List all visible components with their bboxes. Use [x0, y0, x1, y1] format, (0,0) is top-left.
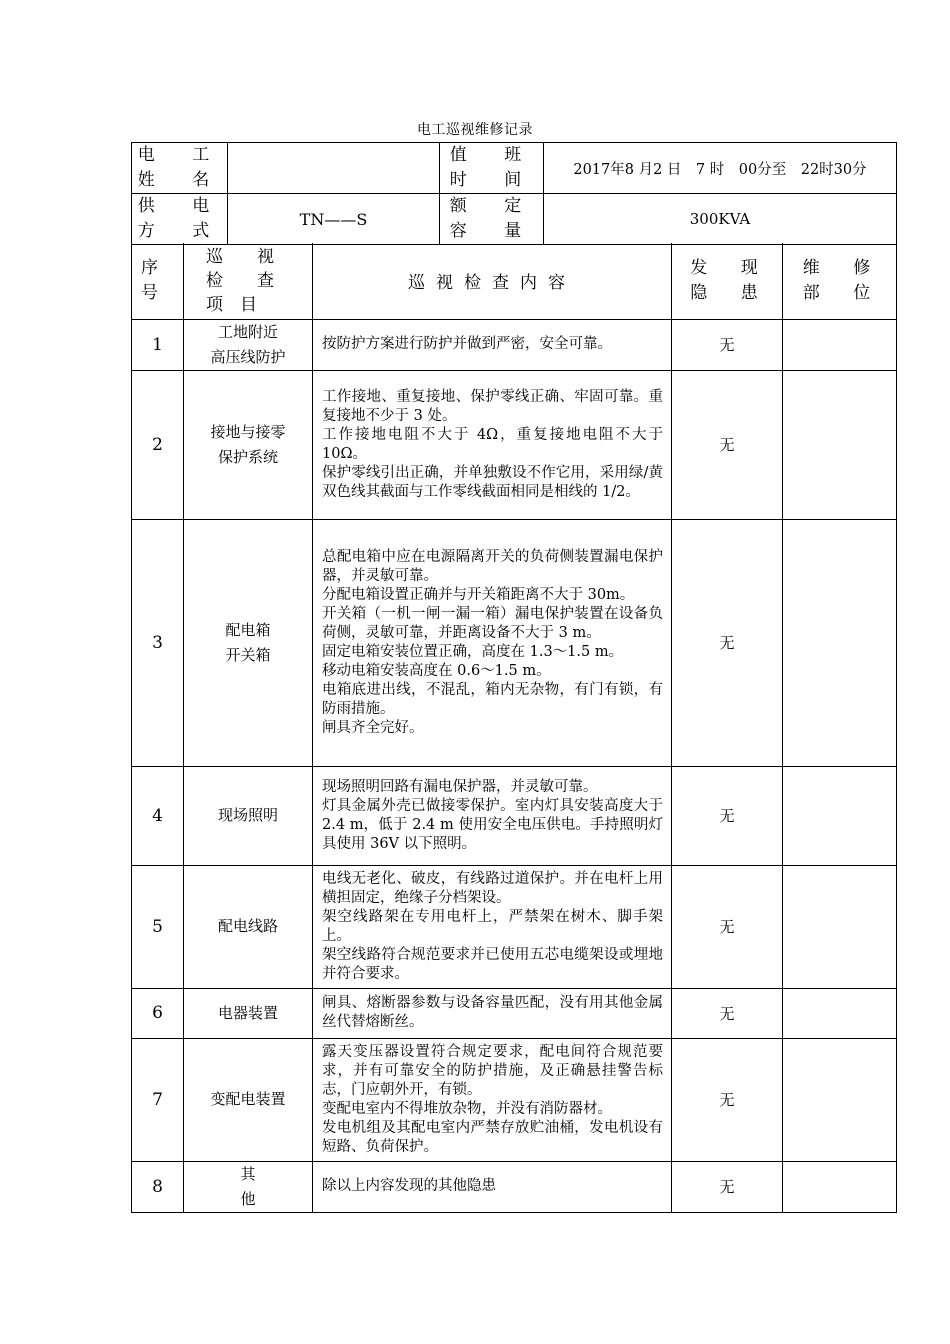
row-item — [184, 1161, 313, 1212]
inspection-table — [131, 243, 897, 1213]
row-seq: 6 — [132, 988, 184, 1038]
row-content-line: 工作接地电阻不大于 4Ω，重复接地电阻不大于 10Ω。 — [322, 426, 663, 462]
row-content-line: 总配电箱中应在电源隔离开关的负荷侧装置漏电保护器，并灵敏可靠。 — [322, 548, 663, 584]
row-content — [313, 519, 672, 766]
row-content-line: 变配电室内不得堆放杂物，并没有消防器材。 — [322, 1100, 612, 1117]
row-seq: 3 — [132, 519, 184, 766]
row-content-line: 闸具、熔断器参数与设备容量匹配，没有用其他金属丝代替熔断丝。 — [322, 995, 663, 1030]
row-content-line: 闸具齐全完好。 — [322, 719, 424, 736]
row-found-hazard[interactable]: 无 — [672, 519, 783, 766]
capacity-field[interactable]: 300KVA — [544, 194, 897, 245]
row-content — [313, 370, 672, 519]
row-seq: 8 — [132, 1161, 184, 1212]
row-repair-location[interactable] — [783, 988, 897, 1038]
row-content-line: 电线无老化、破皮，有线路过道保护。并在电杆上用横担固定，绝缘子分档架设。 — [322, 870, 663, 906]
row-item-line: 他 — [240, 1189, 256, 1208]
row-item-line: 其 — [240, 1164, 256, 1183]
row-content-line: 移动电箱安装高度在 0.6～1.5 m。 — [322, 662, 551, 679]
row-content-line: 工作接地、重复接地、保护零线正确、牢固可靠。重复接地不少于 3 处。 — [322, 388, 663, 424]
row-repair-location[interactable] — [783, 319, 897, 370]
row-repair-location[interactable] — [783, 1038, 897, 1161]
row-content-line: 开关箱（一机一闸一漏一箱）漏电保护装置在设备负荷侧，灵敏可靠，并距离设备不大于 3 m。 — [322, 605, 663, 641]
row-item-line: 变配电装置 — [210, 1090, 286, 1108]
table-row — [132, 865, 897, 988]
row-repair-location[interactable] — [783, 1161, 897, 1212]
page-title: 电工巡视维修记录 — [417, 122, 533, 138]
row-content — [313, 766, 672, 865]
row-content — [313, 988, 672, 1038]
row-item — [184, 519, 313, 766]
row-item-line: 高压线防护 — [210, 347, 286, 366]
row-content — [313, 1038, 672, 1161]
electrician-label: 电 工 姓 名 — [132, 143, 228, 194]
row-found-hazard[interactable]: 无 — [672, 766, 783, 865]
shift-time-field[interactable]: 2017年8 月2 日 7 时 00分至 22时30分 — [544, 143, 897, 194]
row-seq: 2 — [132, 370, 184, 519]
row-content-line: 架空线路架在专用电杆上，严禁架在树木、脚手架上。 — [322, 908, 663, 944]
row-found-hazard[interactable]: 无 — [672, 1038, 783, 1161]
row-content-line: 分配电箱设置正确并与开关箱距离不大于 30m。 — [322, 586, 635, 603]
row-content-line: 电箱底进出线，不混乱，箱内无杂物，有门有锁，有防雨措施。 — [322, 681, 663, 717]
row-content-line: 按防护方案进行防护并做到严密，安全可靠。 — [322, 336, 612, 352]
shift-label: 值 班 时 间 — [440, 143, 544, 194]
row-item — [184, 766, 313, 865]
row-content-line: 固定电箱安装位置正确，高度在 1.3～1.5 m。 — [322, 643, 624, 660]
row-repair-location[interactable] — [783, 370, 897, 519]
row-seq: 4 — [132, 766, 184, 865]
found-header: 发 现 隐 患 — [672, 243, 783, 319]
table-row — [132, 1038, 897, 1161]
row-item — [184, 988, 313, 1038]
content-header: 巡视检查内容 — [313, 243, 672, 319]
row-seq: 5 — [132, 865, 184, 988]
row-item-line: 配电线路 — [217, 917, 278, 935]
row-seq: 1 — [132, 319, 184, 370]
table-row — [132, 319, 897, 370]
row-item-line: 配电箱 — [225, 620, 271, 639]
repair-header: 维 修 部 位 — [783, 243, 897, 319]
row-content — [313, 319, 672, 370]
table-row — [132, 766, 897, 865]
row-content — [313, 865, 672, 988]
row-item-line: 保护系统 — [217, 447, 278, 466]
row-item-line: 电器装置 — [217, 1003, 278, 1022]
row-item-line: 工地附近 — [217, 322, 278, 341]
row-content-line: 发电机组及其配电室内严禁存放贮油桶，发电机设有短路、负荷保护。 — [322, 1119, 663, 1155]
row-content-line: 除以上内容发现的其他隐患 — [322, 1178, 496, 1194]
row-content-line: 灯具金属外壳已做接零保护。室内灯具安装高度大于 2.4 m，低于 2.4 m 使用安全电压供电。手持照明灯具使用 36V 以下照明。 — [322, 797, 663, 852]
row-repair-location[interactable] — [783, 865, 897, 988]
row-item-line: 现场照明 — [217, 806, 278, 824]
row-repair-location[interactable] — [783, 519, 897, 766]
row-item — [184, 319, 313, 370]
row-found-hazard[interactable]: 无 — [672, 865, 783, 988]
seq-header: 序 号 — [132, 243, 184, 319]
capacity-label: 额 定 容 量 — [440, 194, 544, 245]
row-content-line: 架空线路符合规范要求并已使用五芯电缆架设或埋地并符合要求。 — [322, 946, 663, 982]
row-content-line: 现场照明回路有漏电保护器，并灵敏可靠。 — [322, 778, 598, 795]
table-row — [132, 1161, 897, 1212]
row-item-line: 开关箱 — [225, 645, 271, 664]
column-header-row — [132, 243, 897, 319]
supply-mode-label: 供 电 方 式 — [132, 194, 228, 245]
row-content — [313, 1161, 672, 1212]
row-seq: 7 — [132, 1038, 184, 1161]
row-found-hazard[interactable]: 无 — [672, 319, 783, 370]
supply-mode-field[interactable]: TN——S — [228, 194, 440, 245]
row-repair-location[interactable] — [783, 766, 897, 865]
row-item-line: 接地与接零 — [210, 422, 286, 441]
row-found-hazard[interactable]: 无 — [672, 988, 783, 1038]
table-row — [132, 370, 897, 519]
table-row — [132, 519, 897, 766]
row-item — [184, 1038, 313, 1161]
row-content-line: 保护零线引出正确，并单独敷设不作它用，采用绿/黄双色线其截面与工作零线截面相同是相线的 1/2。 — [322, 464, 663, 500]
row-content-line: 露天变压器设置符合规定要求，配电间符合规范要求，并有可靠安全的防护措施，及正确悬挂警告标志，门应朝外开，有锁。 — [322, 1043, 663, 1098]
item-header: 巡 视 检 查 项 目 — [184, 243, 313, 319]
row-found-hazard[interactable]: 无 — [672, 370, 783, 519]
row-item — [184, 865, 313, 988]
row-item — [184, 370, 313, 519]
electrician-name-field[interactable] — [228, 143, 440, 194]
table-row — [132, 988, 897, 1038]
row-found-hazard[interactable]: 无 — [672, 1161, 783, 1212]
header-table — [131, 142, 897, 245]
